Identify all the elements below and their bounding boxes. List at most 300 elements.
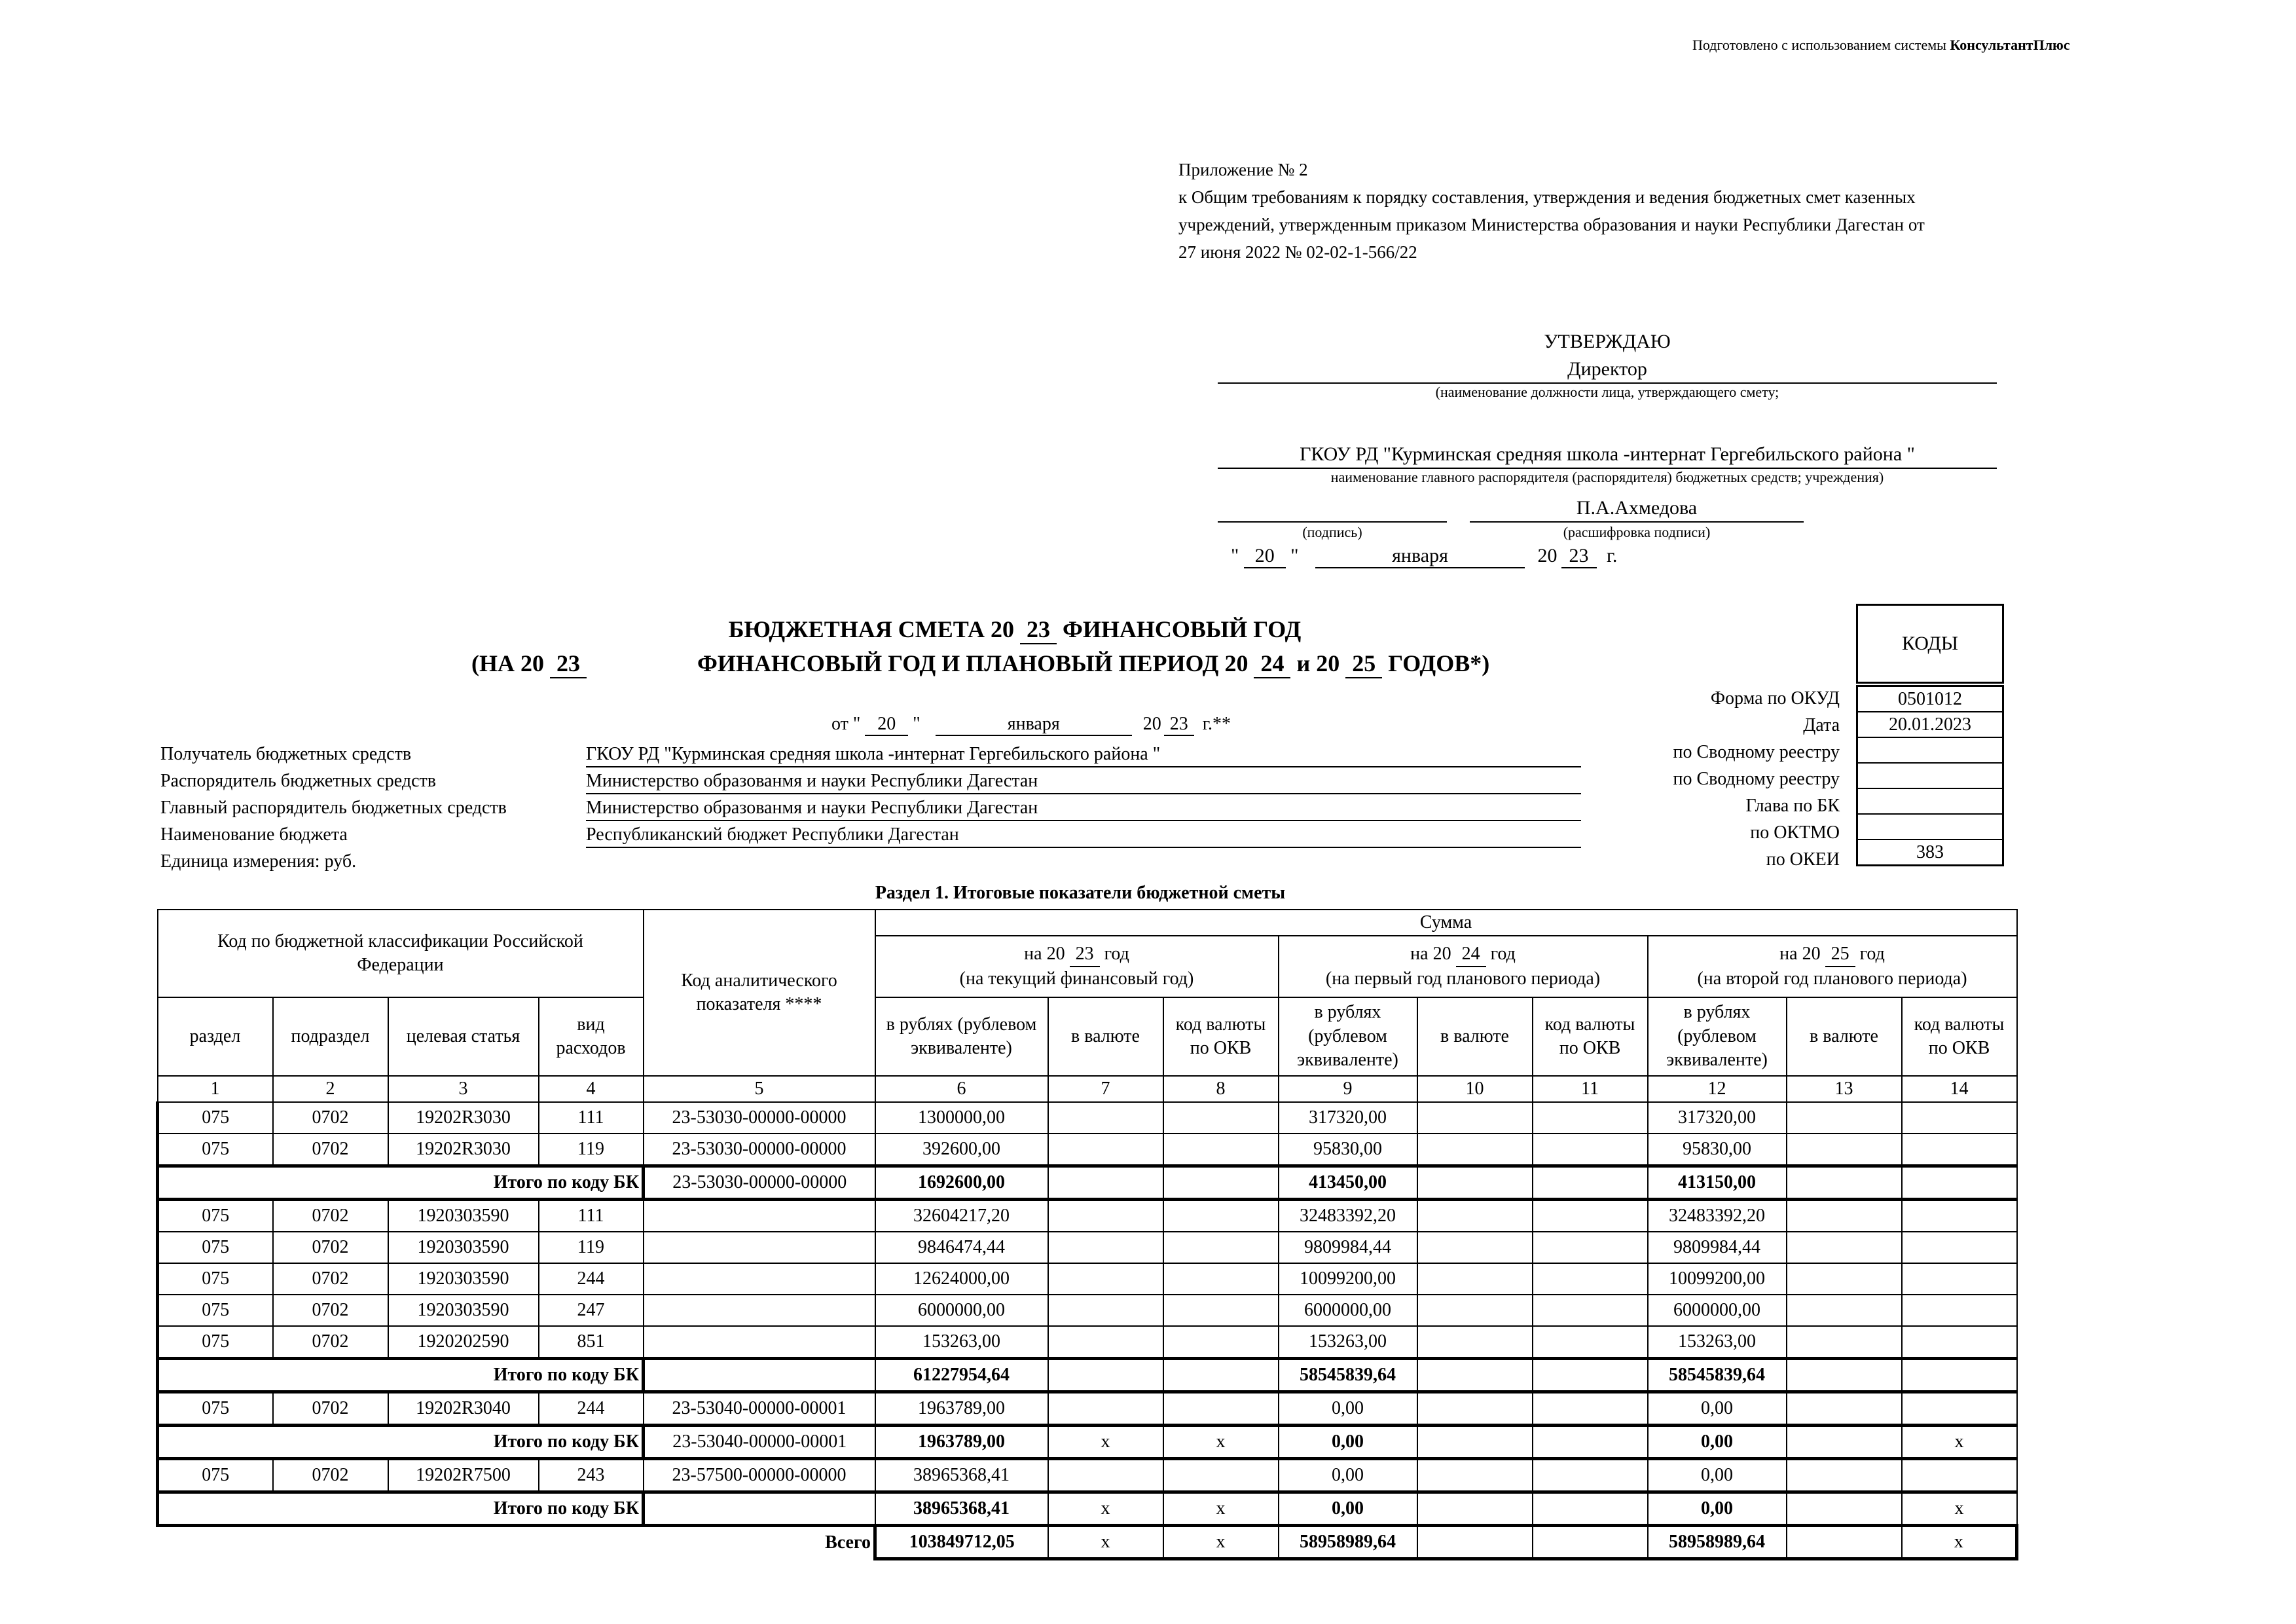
subtotal-label: Итого по коду БК — [158, 1492, 644, 1526]
subtotal-row — [158, 1166, 2017, 1200]
consultant-brand: КонсультантПлюс — [1950, 37, 2070, 53]
table-cell — [1533, 1102, 1648, 1134]
table-cell — [644, 1326, 875, 1359]
table-cell: 111 — [539, 1102, 644, 1134]
subtotal-cell: х — [1902, 1426, 2017, 1459]
table-cell — [1163, 1392, 1279, 1426]
title-line1-b: ФИНАНСОВЫЙ ГОД — [1062, 616, 1302, 642]
approve-date-day: 20 — [1244, 545, 1286, 568]
code-registry-2 — [1857, 763, 2003, 788]
table-cell: 23-53040-00000-00001 — [644, 1392, 875, 1426]
table-cell: 1920303590 — [388, 1263, 539, 1295]
codes-table — [1856, 685, 2004, 866]
code-label: Дата — [1803, 715, 1840, 735]
table-cell — [1902, 1102, 2017, 1134]
table-cell — [1902, 1200, 2017, 1232]
table-cell — [1533, 1232, 1648, 1263]
table-cell — [1163, 1134, 1279, 1166]
approve-date-suffix: г. — [1607, 545, 1618, 566]
column-number: 3 — [388, 1076, 539, 1102]
table-cell: 32483392,20 — [1648, 1200, 1787, 1232]
table-cell — [1048, 1102, 1163, 1134]
subtotal-cell: х — [1163, 1426, 1279, 1459]
approve-heading: УТВЕРЖДАЮ — [1544, 331, 1671, 352]
table-row — [158, 1459, 2017, 1492]
subtotal-cell — [1048, 1166, 1163, 1200]
table-body — [158, 1102, 2017, 1559]
head-okv: код валюты по ОКВ — [1902, 997, 2017, 1076]
head-year2-year: 24 — [1456, 942, 1486, 967]
table-cell — [644, 1263, 875, 1295]
grand-total-row — [158, 1526, 2017, 1559]
head-year1-note: (на текущий финансовый год) — [959, 969, 1194, 989]
codes-heading-box — [1856, 604, 2004, 684]
subtotal-cell: х — [1048, 1492, 1163, 1526]
subtotal-cell: х — [1163, 1492, 1279, 1526]
field-label: Главный распорядитель бюджетных средств — [160, 798, 507, 818]
table-cell — [1417, 1232, 1533, 1263]
from-date-day: 20 — [865, 714, 908, 736]
subtotal-cell — [1902, 1166, 2017, 1200]
table-cell — [1417, 1295, 1533, 1326]
table-row — [158, 1263, 2017, 1295]
table-cell: 6000000,00 — [1279, 1295, 1417, 1326]
column-number: 2 — [273, 1076, 388, 1102]
appendix-line: учреждений, утвержденным приказом Министерства образования и науки Республики Дагестан от — [1178, 215, 1925, 234]
subtotal-cell: 0,00 — [1279, 1426, 1417, 1459]
table-cell — [1787, 1459, 1902, 1492]
code-okud: 0501012 — [1857, 686, 2003, 712]
subtotal-cell — [1533, 1359, 1648, 1392]
sign-caption: (подпись) — [1302, 524, 1362, 540]
head-val: в валюте — [1048, 997, 1163, 1076]
subtotal-cell — [1163, 1166, 1279, 1200]
head-year2-prefix: на 20 — [1410, 943, 1451, 964]
head-rub: в рублях (рублевом эквиваленте) — [875, 997, 1048, 1076]
table-cell — [1163, 1263, 1279, 1295]
head-year2-suffix: год — [1490, 943, 1516, 964]
subtotal-cell: 0,00 — [1648, 1492, 1787, 1526]
head-year3-note: (на второй год планового периода) — [1697, 969, 1967, 989]
table-cell — [1163, 1295, 1279, 1326]
from-date-year-prefix: 20 — [1142, 714, 1161, 734]
subtotal-cell: 1692600,00 — [875, 1166, 1048, 1200]
head-year1 — [875, 936, 1279, 997]
head-year3-year: 25 — [1825, 942, 1855, 967]
table-cell — [1787, 1392, 1902, 1426]
from-date-suffix: г.** — [1202, 714, 1231, 734]
column-number: 14 — [1902, 1076, 2017, 1102]
subtotal-cell — [1163, 1359, 1279, 1392]
field-label: Единица измерения: руб. — [160, 851, 357, 872]
head-year1-suffix: год — [1104, 943, 1129, 964]
head-okv: код валюты по ОКВ — [1163, 997, 1279, 1076]
table-cell — [1417, 1200, 1533, 1232]
grand-total-cell: 58958989,64 — [1279, 1526, 1417, 1559]
grand-total-cell: х — [1048, 1526, 1163, 1559]
table-cell: 243 — [539, 1459, 644, 1492]
table-cell: 1920303590 — [388, 1232, 539, 1263]
subtotal-label: Итого по коду БК — [158, 1166, 644, 1200]
table-cell: 075 — [158, 1459, 273, 1492]
table-cell — [1787, 1102, 1902, 1134]
subtotal-cell: 23-53030-00000-00000 — [644, 1166, 875, 1200]
from-date-month: января — [936, 714, 1132, 736]
table-cell — [1533, 1263, 1648, 1295]
signature-line — [1218, 495, 1447, 523]
subtotal-cell: 58545839,64 — [1279, 1359, 1417, 1392]
appendix-line: Приложение № 2 — [1178, 160, 1308, 179]
table-row — [158, 1392, 2017, 1426]
column-number: 12 — [1648, 1076, 1787, 1102]
subtotal-cell — [1787, 1426, 1902, 1459]
approver-name: П.А.Ахмедова — [1470, 495, 1804, 523]
consultant-note — [1692, 37, 2070, 54]
subtotal-row — [158, 1426, 2017, 1459]
subtotal-label: Итого по коду БК — [158, 1426, 644, 1459]
table-cell: 075 — [158, 1200, 273, 1232]
head-rub: в рублях (рублевом эквиваленте) — [1648, 997, 1787, 1076]
code-label: Форма по ОКУД — [1710, 688, 1840, 709]
table-cell — [1533, 1459, 1648, 1492]
table-cell — [1417, 1392, 1533, 1426]
table-cell: 075 — [158, 1232, 273, 1263]
table-cell: 0702 — [273, 1200, 388, 1232]
code-oktmo — [1857, 814, 2003, 840]
table-cell: 111 — [539, 1200, 644, 1232]
header-fields — [160, 741, 1601, 876]
table-cell: 0702 — [273, 1263, 388, 1295]
code-label: по ОКЕИ — [1766, 849, 1840, 870]
subtotal-cell — [1533, 1166, 1648, 1200]
table-cell — [1417, 1134, 1533, 1166]
budget-table — [156, 909, 2018, 1560]
grand-total-cell: х — [1163, 1526, 1279, 1559]
table-cell — [1902, 1326, 2017, 1359]
table-cell: 317320,00 — [1279, 1102, 1417, 1134]
head-year3 — [1648, 936, 2017, 997]
appendix-line: 27 июня 2022 № 02-02-1-566/22 — [1178, 242, 1417, 262]
grand-total-cell: 58958989,64 — [1648, 1526, 1787, 1559]
subtotal-cell — [644, 1359, 875, 1392]
table-cell: 9809984,44 — [1648, 1232, 1787, 1263]
title-line2-c: и 20 — [1296, 650, 1340, 676]
column-number: 1 — [158, 1076, 273, 1102]
table-cell — [1902, 1295, 2017, 1326]
table-cell: 244 — [539, 1392, 644, 1426]
table-cell: 0702 — [273, 1295, 388, 1326]
subtotal-cell — [1533, 1492, 1648, 1526]
subtotal-row — [158, 1492, 2017, 1526]
field-recipient — [160, 741, 1601, 768]
code-label: по ОКТМО — [1750, 822, 1840, 843]
table-cell: 9846474,44 — [875, 1232, 1048, 1263]
table-cell: 244 — [539, 1263, 644, 1295]
table-cell — [644, 1295, 875, 1326]
table-cell — [644, 1232, 875, 1263]
table-cell: 075 — [158, 1102, 273, 1134]
subtotal-cell: 0,00 — [1279, 1492, 1417, 1526]
table-cell: 0,00 — [1279, 1459, 1417, 1492]
table-cell: 23-57500-00000-00000 — [644, 1459, 875, 1492]
table-cell: 19202R7500 — [388, 1459, 539, 1492]
approve-date-quote-open: " — [1231, 545, 1239, 566]
approver-position: Директор — [1218, 356, 1997, 384]
table-cell: 19202R3030 — [388, 1134, 539, 1166]
table-cell — [1163, 1459, 1279, 1492]
column-number: 5 — [644, 1076, 875, 1102]
consultant-prefix: Подготовлено с использованием системы — [1692, 37, 1950, 53]
code-label: по Сводному реестру — [1673, 769, 1840, 789]
head-rub: в рублях (рублевом эквиваленте) — [1279, 997, 1417, 1076]
table-cell — [1048, 1200, 1163, 1232]
approve-date — [1218, 545, 1997, 568]
column-number: 8 — [1163, 1076, 1279, 1102]
table-cell: 0,00 — [1648, 1459, 1787, 1492]
table-cell — [1048, 1392, 1163, 1426]
grand-total-label: Всего — [825, 1532, 871, 1553]
table-cell: 075 — [158, 1295, 273, 1326]
table-cell — [1163, 1102, 1279, 1134]
document-title — [687, 616, 1342, 644]
subtotal-cell — [1787, 1492, 1902, 1526]
head-vid: вид расходов — [539, 997, 644, 1076]
table-cell: 23-53030-00000-00000 — [644, 1102, 875, 1134]
head-year3-prefix: на 20 — [1779, 943, 1821, 964]
table-cell: 1920202590 — [388, 1326, 539, 1359]
column-number: 6 — [875, 1076, 1048, 1102]
title-line2-d: ГОДОВ*) — [1388, 650, 1490, 676]
table-cell — [1048, 1295, 1163, 1326]
table-cell — [1533, 1326, 1648, 1359]
code-date: 20.01.2023 — [1857, 712, 2003, 737]
table-cell — [1163, 1200, 1279, 1232]
table-cell: 1300000,00 — [875, 1102, 1048, 1134]
subtotal-cell: 413150,00 — [1648, 1166, 1787, 1200]
grand-total-spacer — [158, 1526, 644, 1559]
table-cell: 23-53030-00000-00000 — [644, 1134, 875, 1166]
field-chief-manager — [160, 795, 1601, 822]
approval-block — [1218, 327, 1997, 568]
title-line2-year3: 25 — [1345, 650, 1382, 678]
table-cell: 153263,00 — [1648, 1326, 1787, 1359]
from-date-year: 23 — [1164, 714, 1194, 736]
table-cell: 0,00 — [1279, 1392, 1417, 1426]
table-cell — [1902, 1392, 2017, 1426]
grand-total-cell: 103849712,05 — [875, 1526, 1048, 1559]
codes-heading: КОДЫ — [1901, 633, 1959, 654]
subtotal-row — [158, 1359, 2017, 1392]
head-year3-suffix: год — [1859, 943, 1885, 964]
table-cell — [1048, 1326, 1163, 1359]
table-cell: 0702 — [273, 1232, 388, 1263]
table-cell: 0,00 — [1648, 1392, 1787, 1426]
code-label: Глава по БК — [1745, 796, 1840, 816]
head-celevaya: целевая статья — [388, 997, 539, 1076]
table-cell: 851 — [539, 1326, 644, 1359]
table-cell: 392600,00 — [875, 1134, 1048, 1166]
subtotal-cell — [1417, 1166, 1533, 1200]
column-number: 7 — [1048, 1076, 1163, 1102]
table-cell: 075 — [158, 1326, 273, 1359]
subtotal-cell — [1787, 1359, 1902, 1392]
table-cell — [1048, 1263, 1163, 1295]
title-line2-a: (НА 20 — [471, 650, 544, 676]
grand-total-cell — [1533, 1526, 1648, 1559]
table-cell: 10099200,00 — [1279, 1263, 1417, 1295]
document-subtitle — [471, 650, 1584, 678]
table-row — [158, 1295, 2017, 1326]
subtotal-cell: 0,00 — [1648, 1426, 1787, 1459]
subtotal-label: Итого по коду БК — [158, 1359, 644, 1392]
table-cell: 1963789,00 — [875, 1392, 1048, 1426]
title-line2-year: 23 — [550, 650, 587, 678]
column-numbers-row — [158, 1076, 2017, 1102]
head-analytic: Код аналитического показателя **** — [644, 910, 875, 1076]
appendix-block — [1178, 156, 1997, 266]
table-cell: 19202R3030 — [388, 1102, 539, 1134]
code-glava-bk — [1857, 788, 2003, 814]
subtotal-cell — [1048, 1359, 1163, 1392]
head-year2 — [1279, 936, 1648, 997]
table-cell: 247 — [539, 1295, 644, 1326]
table-row — [158, 1326, 2017, 1359]
table-cell — [1787, 1232, 1902, 1263]
grand-total-cell: х — [1902, 1526, 2017, 1559]
section-title: Раздел 1. Итоговые показатели бюджетной сметы — [875, 883, 1286, 903]
table-cell: 119 — [539, 1134, 644, 1166]
appendix-line: к Общим требованиям к порядку составления, утверждения и ведения бюджетных смет казенных — [1178, 187, 1916, 207]
table-cell — [1787, 1200, 1902, 1232]
approver-position-caption: (наименование должности лица, утверждающего смету; — [1435, 384, 1779, 400]
subtotal-cell — [1533, 1426, 1648, 1459]
title-line2-b: ФИНАНСОВЫЙ ГОД И ПЛАНОВЫЙ ПЕРИОД 20 — [697, 650, 1248, 676]
table-cell: 075 — [158, 1263, 273, 1295]
table-cell — [1787, 1134, 1902, 1166]
table-row — [158, 1102, 2017, 1134]
table-cell — [1902, 1459, 2017, 1492]
table-cell — [1417, 1102, 1533, 1134]
field-budget — [160, 822, 1601, 849]
head-podrazdel: подраздел — [273, 997, 388, 1076]
head-year1-prefix: на 20 — [1024, 943, 1065, 964]
column-number: 11 — [1533, 1076, 1648, 1102]
table-cell — [1048, 1459, 1163, 1492]
table-cell: 6000000,00 — [1648, 1295, 1787, 1326]
table-cell — [1902, 1232, 2017, 1263]
subtotal-cell — [1902, 1359, 2017, 1392]
table-cell: 95830,00 — [1279, 1134, 1417, 1166]
field-label: Распорядитель бюджетных средств — [160, 771, 436, 791]
table-cell — [1787, 1326, 1902, 1359]
from-date-prefix: от " — [831, 714, 861, 734]
table-cell — [1048, 1232, 1163, 1263]
subtotal-cell — [1417, 1426, 1533, 1459]
head-razdel: раздел — [158, 997, 273, 1076]
table-cell — [1787, 1263, 1902, 1295]
field-label: Получатель бюджетных средств — [160, 744, 412, 764]
grand-total-cell — [1787, 1526, 1902, 1559]
column-number: 4 — [539, 1076, 644, 1102]
table-cell: 075 — [158, 1134, 273, 1166]
table-cell: 153263,00 — [875, 1326, 1048, 1359]
table-cell — [1417, 1326, 1533, 1359]
column-number: 9 — [1279, 1076, 1417, 1102]
table-row — [158, 1232, 2017, 1263]
table-cell — [1533, 1295, 1648, 1326]
table-cell: 38965368,41 — [875, 1459, 1048, 1492]
subtotal-cell: 1963789,00 — [875, 1426, 1048, 1459]
field-unit — [160, 849, 1601, 876]
title-year: 23 — [1020, 616, 1057, 644]
table-cell — [1163, 1232, 1279, 1263]
codes-labels — [1571, 685, 1840, 873]
table-cell — [1533, 1392, 1648, 1426]
title-line2-year2: 24 — [1254, 650, 1290, 678]
table-cell: 32483392,20 — [1279, 1200, 1417, 1232]
approver-org: ГКОУ РД "Курминская средняя школа -интернат Гергебильского района " — [1218, 441, 1997, 469]
table-cell: 153263,00 — [1279, 1326, 1417, 1359]
field-value: Министерство образованмя и науки Республики Дагестан — [586, 771, 1581, 794]
approver-org-caption: наименование главного распорядителя (распорядителя) бюджетных средств; учреждения) — [1330, 469, 1884, 485]
subtotal-cell — [644, 1492, 875, 1526]
table-cell — [1787, 1295, 1902, 1326]
approve-date-year: 23 — [1561, 545, 1597, 568]
from-date-quote: " — [913, 714, 920, 734]
head-val: в валюте — [1787, 997, 1902, 1076]
table-cell: 317320,00 — [1648, 1102, 1787, 1134]
column-number: 13 — [1787, 1076, 1902, 1102]
table-cell — [1533, 1200, 1648, 1232]
table-cell: 0702 — [273, 1102, 388, 1134]
table-cell — [1533, 1134, 1648, 1166]
field-value: Министерство образованмя и науки Республики Дагестан — [586, 798, 1581, 821]
subtotal-cell — [1417, 1492, 1533, 1526]
table-cell — [1163, 1326, 1279, 1359]
code-label: по Сводному реестру — [1673, 742, 1840, 762]
field-value: Республиканский бюджет Республики Дагестан — [586, 824, 1581, 848]
head-val: в валюте — [1417, 997, 1533, 1076]
subtotal-cell: 38965368,41 — [875, 1492, 1048, 1526]
field-manager — [160, 768, 1601, 795]
code-okei: 383 — [1857, 840, 2003, 866]
head-okv: код валюты по ОКВ — [1533, 997, 1648, 1076]
subtotal-cell: х — [1048, 1426, 1163, 1459]
table-row — [158, 1200, 2017, 1232]
table-cell: 6000000,00 — [875, 1295, 1048, 1326]
table-cell — [1048, 1134, 1163, 1166]
table-cell: 32604217,20 — [875, 1200, 1048, 1232]
column-number: 10 — [1417, 1076, 1533, 1102]
table-cell: 0702 — [273, 1326, 388, 1359]
table-cell: 0702 — [273, 1392, 388, 1426]
code-registry-1 — [1857, 737, 2003, 763]
table-cell — [1902, 1263, 2017, 1295]
table-cell: 10099200,00 — [1648, 1263, 1787, 1295]
table-cell: 119 — [539, 1232, 644, 1263]
signer-caption: (расшифровка подписи) — [1563, 524, 1711, 540]
subtotal-cell — [1787, 1166, 1902, 1200]
from-date — [831, 714, 1231, 736]
grand-total-cell — [1417, 1526, 1533, 1559]
table-cell: 9809984,44 — [1279, 1232, 1417, 1263]
table-cell: 0702 — [273, 1134, 388, 1166]
field-label: Наименование бюджета — [160, 824, 348, 845]
approve-date-month: января — [1315, 545, 1525, 568]
subtotal-cell: 23-53040-00000-00001 — [644, 1426, 875, 1459]
field-value: ГКОУ РД "Курминская средняя школа -интернат Гергебильского района " — [586, 744, 1581, 767]
subtotal-cell — [1417, 1359, 1533, 1392]
